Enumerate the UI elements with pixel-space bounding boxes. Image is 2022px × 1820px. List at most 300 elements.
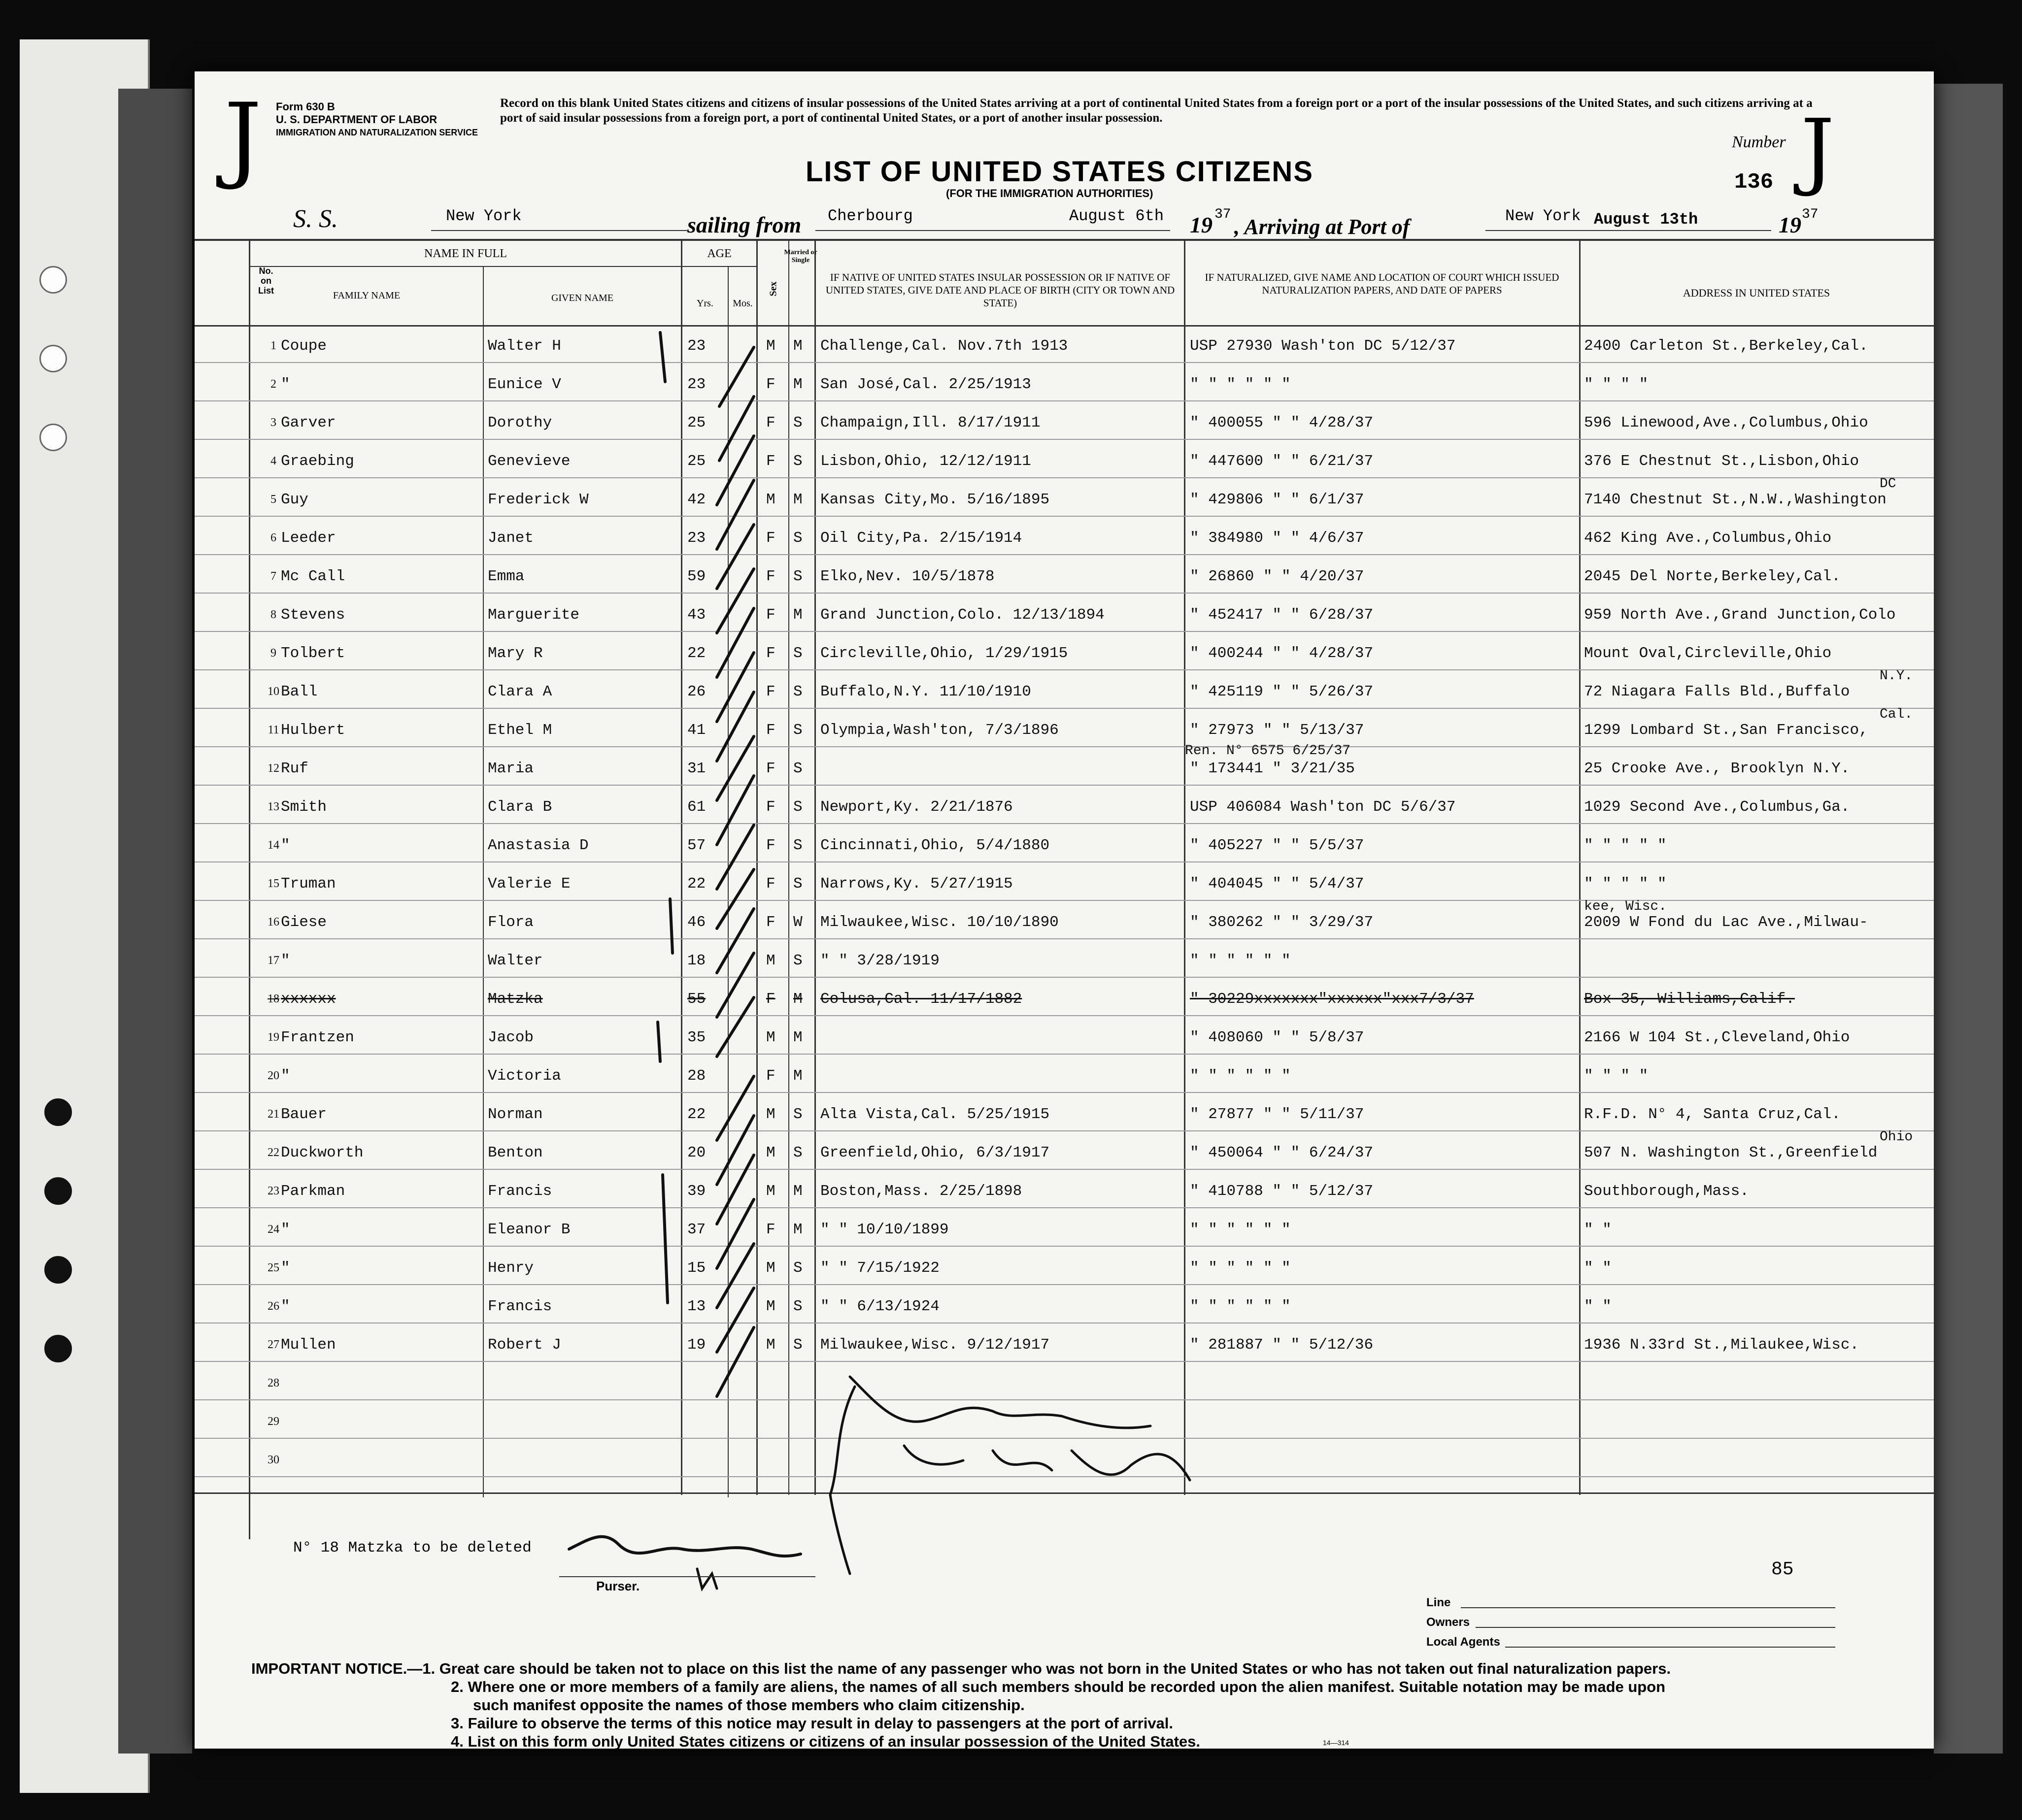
sex: F <box>766 760 775 777</box>
arrival-year: 37 <box>1802 207 1819 222</box>
given-name: Valerie E <box>488 875 571 893</box>
marital-status: S <box>793 837 803 854</box>
address: 2045 Del Norte,Berkeley,Cal. <box>1584 568 1841 585</box>
birth-place-date: " " 7/15/1922 <box>820 1259 940 1277</box>
row-number: 14 <box>268 839 279 852</box>
family-name: Guy <box>281 491 308 508</box>
row-number: 29 <box>268 1415 279 1428</box>
sail-date: August 6th <box>1069 207 1164 225</box>
family-name: Coupe <box>281 337 327 355</box>
owners-label: Owners <box>1426 1616 1470 1629</box>
naturalization: " " " " " " <box>1190 952 1291 969</box>
purser-label: Purser. <box>596 1579 640 1593</box>
given-name: Maria <box>488 760 534 777</box>
sex: M <box>766 1106 775 1123</box>
birth-place-date: Newport,Ky. 2/21/1876 <box>820 798 1013 816</box>
birth-place-date: Champaign,Ill. 8/17/1911 <box>820 414 1041 431</box>
header-yrs: Yrs. <box>697 298 713 309</box>
address-note: kee, Wisc. <box>1584 899 1667 914</box>
birth-place-date: " " 10/10/1899 <box>820 1221 949 1238</box>
age-years: 31 <box>687 760 706 777</box>
sex: F <box>766 453 775 470</box>
header-mos: Mos. <box>733 298 753 309</box>
given-name: Mary R <box>488 645 543 662</box>
naturalization: " " " " " " <box>1190 376 1291 393</box>
form-number: Form 630 B <box>276 100 335 113</box>
family-name: Truman <box>281 875 336 893</box>
sex: M <box>766 1029 775 1046</box>
row-number: 13 <box>268 800 279 813</box>
marital-status: S <box>793 798 803 816</box>
birth-place-date: Milwaukee,Wisc. 9/12/1917 <box>820 1336 1050 1354</box>
marital-status: S <box>793 414 803 431</box>
row-number: 19 <box>268 1031 279 1044</box>
age-years: 20 <box>687 1144 706 1161</box>
birth-place-date: San José,Cal. 2/25/1913 <box>820 376 1031 393</box>
renewal-note: Ren. N° 6575 6/25/37 <box>1185 743 1351 759</box>
naturalization: USP 406084 Wash'ton DC 5/6/37 <box>1190 798 1456 816</box>
tick-mark <box>660 332 665 382</box>
arriving-label: , Arriving at Port of <box>1234 215 1410 239</box>
header-name-in-full: NAME IN FULL <box>424 247 507 260</box>
naturalization: " " " " " " <box>1190 1221 1291 1238</box>
age-years: 22 <box>687 1106 706 1123</box>
address: " " <box>1584 1259 1612 1277</box>
row-number: 20 <box>268 1069 279 1082</box>
row-number: 7 <box>270 570 276 583</box>
notice-2a: 2. Where one or more members of a family are aliens, the names of all such members should be recorded upon the alien manifest. Suitable notation may be made upon <box>451 1678 1666 1695</box>
address: 2400 Carleton St.,Berkeley,Cal. <box>1584 337 1868 355</box>
age-years: 61 <box>687 798 706 816</box>
birth-place-date: Challenge,Cal. Nov.7th 1913 <box>820 337 1068 355</box>
naturalization: " 447600 " " 6/21/37 <box>1190 453 1374 470</box>
binder-strip-right <box>1934 84 2003 1754</box>
age-years: 42 <box>687 491 706 508</box>
arrival-date: August 13th <box>1594 210 1698 229</box>
print-code: 14—314 <box>1323 1739 1349 1747</box>
birth-place-date: Circleville,Ohio, 1/29/1915 <box>820 645 1068 662</box>
marital-status: S <box>793 1336 803 1354</box>
deletion-note: N° 18 Matzka to be deleted <box>293 1539 532 1556</box>
sex: F <box>766 414 775 431</box>
sex: M <box>766 1183 775 1200</box>
header-naturalized: IF NATURALIZED, GIVE NAME AND LOCATION OF COURT WHICH ISSUED NATURALIZATION PAPERS, AND DATE OF PAPERS <box>1205 271 1559 296</box>
address: 596 Linewood,Ave.,Columbus,Ohio <box>1584 414 1868 431</box>
given-name: Benton <box>488 1144 543 1161</box>
address: 462 King Ave.,Columbus,Ohio <box>1584 529 1832 547</box>
family-name: Garver <box>281 414 336 431</box>
ship-name: New York <box>446 207 522 225</box>
age-years: 19 <box>687 1336 706 1354</box>
tick-mark <box>658 1022 660 1061</box>
row-number: 1 <box>270 339 276 352</box>
sex: F <box>766 991 775 1008</box>
sex: F <box>766 683 775 700</box>
row-number: 16 <box>268 916 279 928</box>
address: " " " " " <box>1584 875 1667 893</box>
row-number: 12 <box>268 762 279 775</box>
row-number: 18 <box>268 993 279 1005</box>
marital-status: M <box>793 491 803 508</box>
sail-year: 37 <box>1214 207 1231 222</box>
marital-status: S <box>793 875 803 893</box>
sheet-number: 85 <box>1771 1559 1794 1580</box>
family-name: Frantzen <box>281 1029 354 1046</box>
naturalization: " 400055 " " 4/28/37 <box>1190 414 1374 431</box>
family-name: Mullen <box>281 1336 336 1354</box>
tick-mark <box>670 899 673 953</box>
sex: F <box>766 529 775 547</box>
row-number: 30 <box>268 1454 279 1466</box>
marital-status: S <box>793 952 803 969</box>
address: 7140 Chestnut St.,N.W.,Washington <box>1584 491 1887 508</box>
family-name: xxxxxx <box>281 991 336 1008</box>
given-name: Frederick W <box>488 491 589 508</box>
purser-line <box>559 1576 815 1577</box>
naturalization: " 408060 " " 5/8/37 <box>1190 1029 1364 1046</box>
marital-status: S <box>793 1106 803 1123</box>
marital-status: S <box>793 1298 803 1315</box>
given-name: Francis <box>488 1183 552 1200</box>
row-number: 25 <box>268 1261 279 1274</box>
address: 507 N. Washington St.,Greenfield <box>1584 1144 1878 1161</box>
age-years: 23 <box>687 529 706 547</box>
family-name: Tolbert <box>281 645 345 662</box>
arrival-year-prefix: 19 <box>1779 212 1801 237</box>
line-label: Line <box>1426 1596 1451 1609</box>
birth-place-date: Elko,Nev. 10/5/1878 <box>820 568 995 585</box>
checkmark <box>717 1076 754 1140</box>
header-married-single: Married or Single <box>784 249 817 264</box>
notice-1: —1. Great care should be taken not to place on this list the name of any passenger who was not born in the United States or who has not taken out final naturalization papers. <box>407 1660 1671 1677</box>
naturalization: " 429806 " " 6/1/37 <box>1190 491 1364 508</box>
line-field <box>1461 1607 1835 1608</box>
naturalization: USP 27930 Wash'ton DC 5/12/37 <box>1190 337 1456 355</box>
age-years: 39 <box>687 1183 706 1200</box>
age-years: 26 <box>687 683 706 700</box>
notice-3: 3. Failure to observe the terms of this notice may result in delay to passengers at the port of arrival. <box>451 1715 1174 1732</box>
marital-status: M <box>793 376 803 393</box>
sex: F <box>766 798 775 816</box>
birth-place-date: Alta Vista,Cal. 5/25/1915 <box>820 1106 1050 1123</box>
given-name: Eunice V <box>488 376 561 393</box>
naturalization: " 173441 " 3/21/35 <box>1190 760 1355 777</box>
family-name: " <box>281 1259 290 1277</box>
age-years: 13 <box>687 1298 706 1315</box>
binder-hole <box>44 1177 72 1205</box>
corner-letter: J <box>224 83 262 192</box>
naturalization: " 380262 " " 3/29/37 <box>1190 914 1374 931</box>
birth-place-date: Lisbon,Ohio, 12/12/1911 <box>820 453 1031 470</box>
address: 25 Crooke Ave., Brooklyn N.Y. <box>1584 760 1850 777</box>
birth-place-date: Cincinnati,Ohio, 5/4/1880 <box>820 837 1050 854</box>
given-name: Flora <box>488 914 534 931</box>
birth-place-date: Narrows,Ky. 5/27/1915 <box>820 875 1013 893</box>
sex: M <box>766 952 775 969</box>
row-number: 2 <box>270 378 276 391</box>
family-name: Giese <box>281 914 327 931</box>
checkmark <box>717 480 754 549</box>
given-name: Walter H <box>488 337 561 355</box>
checkmark <box>717 1116 754 1185</box>
address: Southborough,Mass. <box>1584 1183 1749 1200</box>
marital-status: S <box>793 683 803 700</box>
binder-hole <box>39 266 67 294</box>
given-name: Clara B <box>488 798 552 816</box>
header-birth: IF NATIVE OF UNITED STATES INSULAR POSSESSION OR IF NATIVE OF UNITED STATES, GIVE DATE AND PLACE OF BIRTH (CITY OR TOWN AND STATE) <box>825 271 1175 309</box>
family-name: " <box>281 837 290 854</box>
family-name: " <box>281 952 290 969</box>
given-name: Janet <box>488 529 534 547</box>
family-name: " <box>281 1221 290 1238</box>
row-number: 26 <box>268 1300 279 1313</box>
family-name: Ball <box>281 683 318 700</box>
family-name: Bauer <box>281 1106 327 1123</box>
checkmark <box>717 1155 754 1224</box>
address: " " " " <box>1584 1067 1649 1085</box>
given-name: Ethel M <box>488 722 552 739</box>
address: 72 Niagara Falls Bld.,Buffalo <box>1584 683 1850 700</box>
age-years: 25 <box>687 414 706 431</box>
handwritten-marks <box>195 71 1934 1749</box>
notice-4: 4. List on this form only United States citizens or citizens of an insular possession of the United States. <box>451 1733 1200 1750</box>
sex: F <box>766 875 775 893</box>
year-prefix: 19 <box>1190 212 1213 237</box>
naturalization: " 26860 " " 4/20/37 <box>1190 568 1364 585</box>
family-name: Parkman <box>281 1183 345 1200</box>
checkmark <box>717 436 754 505</box>
agents-field <box>1505 1647 1835 1648</box>
ss-label: S. S. <box>293 205 338 233</box>
given-name: Norman <box>488 1106 543 1123</box>
age-years: 15 <box>687 1259 706 1277</box>
age-years: 22 <box>687 645 706 662</box>
address: R.F.D. N° 4, Santa Cruz,Cal. <box>1584 1106 1841 1123</box>
family-name: Graebing <box>281 453 354 470</box>
age-years: 55 <box>687 991 706 1008</box>
naturalization: " 405227 " " 5/5/37 <box>1190 837 1364 854</box>
row-number: 22 <box>268 1146 279 1159</box>
sex: F <box>766 837 775 854</box>
row-number: 8 <box>270 608 276 621</box>
age-years: 23 <box>687 337 706 355</box>
birth-place-date: Oil City,Pa. 2/15/1914 <box>820 529 1022 547</box>
notice-title-text: IMPORTANT NOTICE. <box>251 1660 407 1677</box>
given-name: Robert J <box>488 1336 561 1354</box>
checkmark <box>717 736 754 800</box>
age-years: 57 <box>687 837 706 854</box>
naturalization: " 27973 " " 5/13/37 <box>1190 722 1364 739</box>
address: 1029 Second Ave.,Columbus,Ga. <box>1584 798 1850 816</box>
sex: F <box>766 1221 775 1238</box>
header-age: AGE <box>707 247 732 260</box>
marital-status: M <box>793 1183 803 1200</box>
row-number: 23 <box>268 1185 279 1197</box>
naturalization: " " " " " " <box>1190 1259 1291 1277</box>
family-name: Ruf <box>281 760 308 777</box>
checkmark <box>717 1199 754 1268</box>
header-given-name: GIVEN NAME <box>551 293 614 303</box>
age-years: 25 <box>687 453 706 470</box>
tick-mark <box>663 1175 668 1303</box>
marital-status: S <box>793 529 803 547</box>
binder-hole <box>39 345 67 372</box>
marital-status: M <box>793 1029 803 1046</box>
arrival-port: New York <box>1505 207 1581 225</box>
checkmark <box>717 608 754 677</box>
family-name: Stevens <box>281 606 345 624</box>
age-years: 41 <box>687 722 706 739</box>
marital-status: S <box>793 722 803 739</box>
owners-field <box>1476 1627 1835 1628</box>
age-years: 43 <box>687 606 706 624</box>
row-number: 10 <box>268 685 279 698</box>
sex: F <box>766 606 775 624</box>
family-name: " <box>281 1067 290 1085</box>
naturalization: " 281887 " " 5/12/36 <box>1190 1336 1374 1354</box>
binder-hole <box>44 1098 72 1126</box>
address: " " <box>1584 1221 1612 1238</box>
family-name: Smith <box>281 798 327 816</box>
sex: M <box>766 337 775 355</box>
checkmark <box>717 653 754 722</box>
naturalization: " 452417 " " 6/28/37 <box>1190 606 1374 624</box>
given-name: Walter <box>488 952 543 969</box>
age-years: 35 <box>687 1029 706 1046</box>
birth-place-date: Buffalo,N.Y. 11/10/1910 <box>820 683 1031 700</box>
given-name: Genevieve <box>488 453 571 470</box>
naturalization: " 400244 " " 4/28/37 <box>1190 645 1374 662</box>
address-note: Ohio <box>1880 1129 1913 1145</box>
address: 2009 W Fond du Lac Ave.,Milwau- <box>1584 914 1868 931</box>
birth-place-date: Kansas City,Mo. 5/16/1895 <box>820 491 1050 508</box>
given-name: Eleanor B <box>488 1221 571 1238</box>
checkmark <box>717 1327 754 1396</box>
age-years: 22 <box>687 875 706 893</box>
given-name: Dorothy <box>488 414 552 431</box>
given-name: Marguerite <box>488 606 580 624</box>
row-number: 11 <box>268 724 279 736</box>
header-family-name: FAMILY NAME <box>333 290 401 301</box>
row-number: 5 <box>270 493 276 506</box>
marital-status: S <box>793 453 803 470</box>
naturalization: " 27877 " " 5/11/37 <box>1190 1106 1364 1123</box>
birth-place-date: Colusa,Cal. 11/17/1882 <box>820 991 1022 1008</box>
age-years: 28 <box>687 1067 706 1085</box>
row-number: 28 <box>268 1377 279 1390</box>
given-name: Anastasia D <box>488 837 589 854</box>
birth-place-date: Boston,Mass. 2/25/1898 <box>820 1183 1022 1200</box>
marital-status: S <box>793 760 803 777</box>
given-name: Jacob <box>488 1029 534 1046</box>
naturalization: " 30229xxxxxxx"xxxxxx"xxx7/3/37 <box>1190 991 1474 1008</box>
marital-status: M <box>793 337 803 355</box>
address: 959 North Ave.,Grand Junction,Colo <box>1584 606 1896 624</box>
page-subtitle: (FOR THE IMMIGRATION AUTHORITIES) <box>946 187 1153 199</box>
row-number: 27 <box>268 1338 279 1351</box>
binder-hole <box>44 1256 72 1284</box>
naturalization: " " " " " " <box>1190 1067 1291 1085</box>
number-label: Number <box>1732 133 1786 151</box>
birth-place-date: Olympia,Wash'ton, 7/3/1896 <box>820 722 1059 739</box>
marital-status: S <box>793 1259 803 1277</box>
page-number: 136 <box>1734 170 1774 195</box>
address: " " <box>1584 1298 1612 1315</box>
family-name: " <box>281 376 290 393</box>
sex: F <box>766 568 775 585</box>
marital-status: M <box>793 1221 803 1238</box>
sex: M <box>766 1259 775 1277</box>
age-years: 46 <box>687 914 706 931</box>
service: IMMIGRATION AND NATURALIZATION SERVICE <box>276 128 478 137</box>
row-number: 6 <box>270 531 276 544</box>
birth-place-date: Milwaukee,Wisc. 10/10/1890 <box>820 914 1059 931</box>
naturalization: " 425119 " " 5/26/37 <box>1190 683 1374 700</box>
checkmark <box>719 347 754 406</box>
instruction-text: Record on this blank United States citizens and citizens of insular possessions of the United States arriving at a port of continental United States from a foreign port or a port of the insular possessions of the United States, and such citizens arriving at a port of said insular possessions from a foreign port, a port of continental United States, or a port of another insular possession. <box>500 97 1813 125</box>
sex: F <box>766 645 775 662</box>
header-no-on-list: No. on List <box>258 266 274 296</box>
marital-status: W <box>793 914 803 931</box>
sex: M <box>766 1298 775 1315</box>
binder-shadow <box>118 89 192 1754</box>
family-name: Duckworth <box>281 1144 364 1161</box>
marital-status: S <box>793 568 803 585</box>
given-name: Emma <box>488 568 525 585</box>
marital-status: S <box>793 1144 803 1161</box>
birth-place-date: Greenfield,Ohio, 6/3/1917 <box>820 1144 1050 1161</box>
row-number: 17 <box>268 954 279 967</box>
manifest-sheet <box>195 71 1934 1749</box>
sex: M <box>766 1144 775 1161</box>
given-name: Francis <box>488 1298 552 1315</box>
address: Mount Oval,Circleville,Ohio <box>1584 645 1832 662</box>
header-address: ADDRESS IN UNITED STATES <box>1683 287 1830 299</box>
checkmark <box>717 692 754 761</box>
sex: F <box>766 376 775 393</box>
family-name: " <box>281 1298 290 1315</box>
address: 376 E Chestnut St.,Lisbon,Ohio <box>1584 453 1859 470</box>
naturalization: " 410788 " " 5/12/37 <box>1190 1183 1374 1200</box>
given-name: Victoria <box>488 1067 561 1085</box>
row-number: 9 <box>270 647 276 660</box>
birth-place-date: " " 3/28/1919 <box>820 952 940 969</box>
notice-2b: such manifest opposite the names of those members who claim citizenship. <box>473 1696 1025 1714</box>
age-years: 59 <box>687 568 706 585</box>
marital-status: M <box>793 1067 803 1085</box>
address-note: N.Y. <box>1880 668 1913 684</box>
sex: M <box>766 491 775 508</box>
binder-hole <box>44 1335 72 1362</box>
row-number: 3 <box>270 416 276 429</box>
header-sex: Sex <box>768 281 779 297</box>
birth-place-date: Grand Junction,Colo. 12/13/1894 <box>820 606 1105 624</box>
row-number: 21 <box>268 1108 279 1121</box>
family-name: Leeder <box>281 529 336 547</box>
row-number: 4 <box>270 455 276 467</box>
given-name: Henry <box>488 1259 534 1277</box>
family-name: Mc Call <box>281 568 345 585</box>
age-years: 23 <box>687 376 706 393</box>
marital-status: M <box>793 606 803 624</box>
given-name: Clara A <box>488 683 552 700</box>
naturalization: " 404045 " " 5/4/37 <box>1190 875 1364 893</box>
address: 1299 Lombard St.,San Francisco, <box>1584 722 1868 739</box>
address-note: Cal. <box>1880 707 1913 722</box>
binder-hole <box>39 424 67 451</box>
sailing-from-label: sailing from <box>687 212 802 237</box>
naturalization: " 384980 " " 4/6/37 <box>1190 529 1364 547</box>
